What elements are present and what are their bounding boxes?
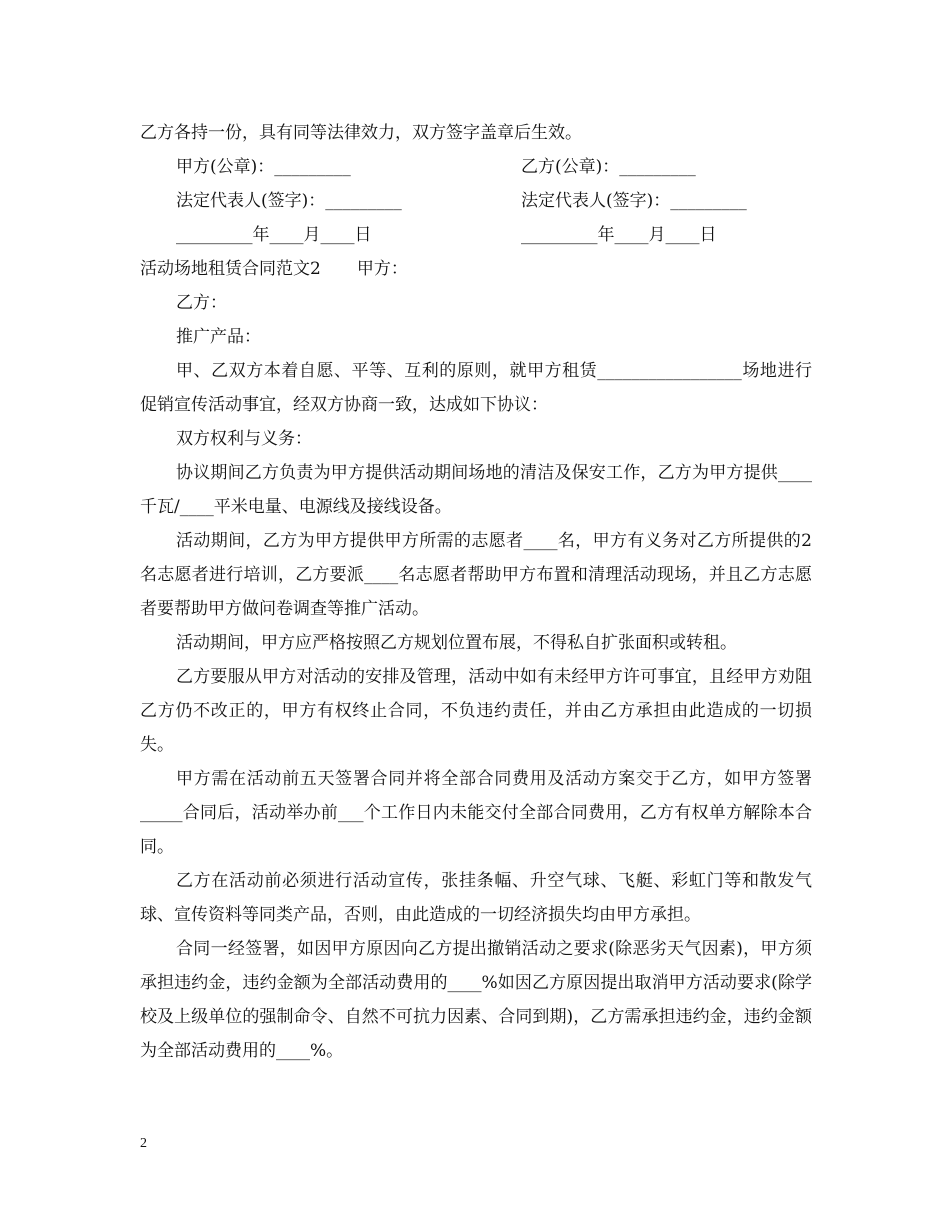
party-b-representative: 法定代表人(签字)：_________ [521, 191, 747, 211]
section-heading-row [140, 252, 812, 286]
signature-row-date [140, 218, 812, 252]
party-a-representative: 法定代表人(签字)：_________ [176, 191, 402, 211]
signature-row-representative [140, 184, 812, 218]
continuation-line: 乙方各持一份，具有同等法律效力，双方签字盖章后生效。 [140, 123, 582, 143]
paragraph-payment: 甲方需在活动前五天签署合同并将全部合同费用及活动方案交于乙方，如甲方签署_____合同后，活动举办前___个工作日内未能交付全部合同费用，乙方有权单方解除本合同。 [140, 769, 812, 857]
party-b-seal: 乙方(公章)：_________ [521, 157, 696, 177]
paragraph-layout-rules: 活动期间，甲方应严格按照乙方规划位置布展，不得私自扩张面积或转租。 [176, 633, 737, 653]
paragraph-promotion: 乙方在活动前必须进行活动宣传，张挂条幅、升空气球、飞艇、彩虹门等和散发气球、宣传资料等同类产品，否则，由此造成的一切经济损失均由甲方承担。 [140, 871, 812, 925]
paragraph-cleaning-security: 协议期间乙方负责为甲方提供活动期间场地的清洁及保安工作，乙方为甲方提供____千瓦/____平米电量、电源线及接线设备。 [140, 463, 812, 517]
section-title: 活动场地租赁合同范文2 [140, 259, 321, 279]
paragraph-volunteers: 活动期间，乙方为甲方提供甲方所需的志愿者____名，甲方有义务对乙方所提供的2名志愿者进行培训，乙方要派____名志愿者帮助甲方布置和清理活动现场，并且乙方志愿者要帮助甲方做问卷调查等推广活动。 [140, 531, 812, 619]
party-a-date: _________年____月____日 [176, 225, 372, 245]
signature-row-seal [140, 150, 812, 184]
product-label: 推广产品： [176, 327, 261, 347]
page-number: 2 [140, 1136, 147, 1151]
paragraph-rights-heading: 双方权利与义务： [176, 429, 312, 449]
document-body [140, 116, 812, 1068]
paragraph-penalty: 合同一经签署，如因甲方原因向乙方提出撤销活动之要求(除恶劣天气因素)，甲方须承担违约金，违约金额为全部活动费用的____%如因乙方原因提出取消甲方活动要求(除学校及上级单位的强制命令、自然不可抗力因素、合同到期)，乙方需承担违约金，违约金额为全部活动费用的____%。 [140, 939, 812, 1061]
party-b-date: _________年____月____日 [521, 225, 717, 245]
section-party-a-label: 甲方： [356, 259, 408, 279]
paragraph-principle: 甲、乙双方本着自愿、平等、互利的原则，就甲方租赁_________________场地进行促销宣传活动事宜，经双方协商一致，达成如下协议： [140, 361, 812, 415]
paragraph-management: 乙方要服从甲方对活动的安排及管理，活动中如有未经甲方许可事宜，且经甲方劝阻乙方仍不改正的，甲方有权终止合同，不负违约责任，并由乙方承担由此造成的一切损失。 [140, 667, 812, 755]
party-a-seal: 甲方(公章)：_________ [176, 157, 351, 177]
party-b-label: 乙方： [176, 293, 227, 313]
